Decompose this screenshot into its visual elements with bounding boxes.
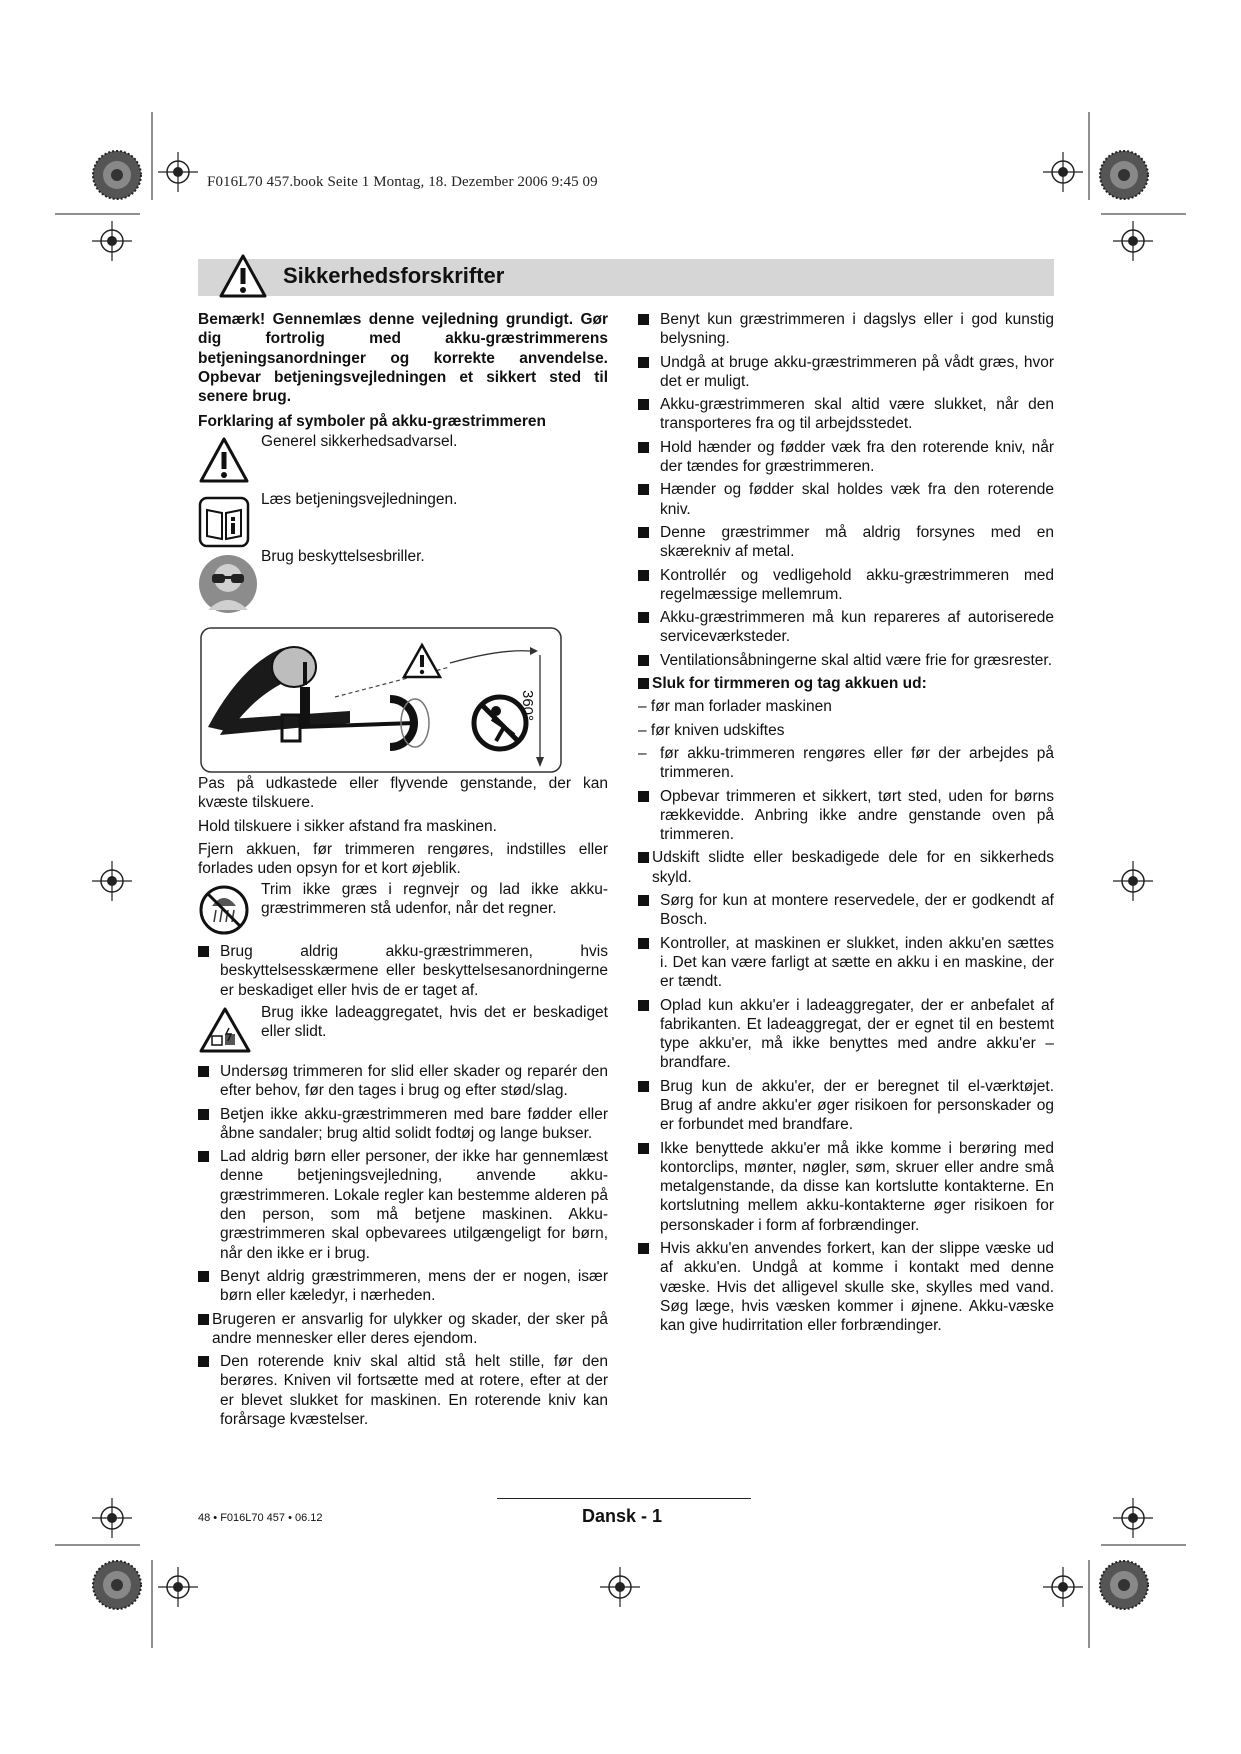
dash-replace-blade: – før kniven udskiftes — [638, 721, 785, 739]
trimmer-distance-diagram — [200, 627, 562, 773]
dash-cleaning-text: før akku-trimmeren rengøres eller før der arbejdes på trimmeren. — [660, 744, 1054, 782]
bullet-hands-away: Hænder og fødder skal holdes væk fra den roterende kniv. — [638, 480, 1054, 519]
no-rain-icon — [198, 884, 250, 936]
bullet-charge: Oplad kun akku'er i ladeaggregater, der er anbefalet af fabrikanten. Et ladeaggregat, der er egnet til en bestemt type akku'er, må ikke benyttes med andre akku'er – brandfare. — [638, 996, 1054, 1073]
bullet-metal-blade: Denne græstrimmer må aldrig forsynes med en skærekniv af metal. — [638, 523, 1054, 562]
bullet-storage: Opbevar trimmeren et sikkert, tørt sted, uden for børns rækkevidde. Anbring ikke andre genstande oven på trimmeren. — [638, 787, 1054, 845]
safety-glasses-icon — [198, 554, 258, 614]
battery-paragraph: Fjern akkuen, før trimmeren rengøres, indstilles eller forlades uden opsyn for et kort øjeblik. — [198, 840, 608, 878]
bullet-repairs: Akku-græstrimmeren må kun repareres af autoriserede serviceværksteder. — [638, 608, 1054, 647]
bullet-liquid: Hvis akku'en anvendes forkert, kan der slippe væske ud af akku'en. Undgå at komme i kontakt med denne væske. Hvis det alligevel skulle ske, skylles med vand. Søg læge, hvis væsken kommer i øjnene. Akku-væske kan give hudirritation eller forbrændinger. — [638, 1239, 1054, 1335]
right-column — [638, 310, 1054, 1340]
bullet-protection: Brug aldrig akku-græstrimmeren, hvis beskyttelsesskærmene eller beskyttelsesanordningerne er beskadiget eller hvis de er taget af. — [198, 942, 608, 1000]
warning-triangle-icon — [218, 253, 268, 299]
bullet-children: Lad aldrig børn eller personer, der ikke har gennemlæst denne betjeningsvejledning, anvende akku-græstrimmeren. Lokale regler kan bestemme alderen på den person, som må betjene maskinen. Akku-græstrimmeren skal opbevarees utilgængeligt for børn, når den ikke er i brug. — [198, 1147, 608, 1263]
bullet-bosch-parts: Sørg for kun at montere reservedele, der er godkendt af Bosch. — [638, 891, 1054, 930]
dash-mark: – — [638, 744, 647, 762]
bullet-hands-start: Hold hænder og fødder væk fra den roterende kniv, når der tændes for græstrimmeren. — [638, 438, 1054, 477]
page-title: Sikkerhedsforskrifter — [283, 263, 505, 288]
bullet-rotating-blade: Den roterende kniv skal altid stå helt stille, før den berøres. Kniven vil fortsætte med at rotere, efter at der er blevet slukket for maskinen. En roterende kniv kan forårsage kvæstelser. — [198, 1352, 608, 1429]
angle-label: 360° — [519, 690, 536, 722]
bullet-footwear: Betjen ikke akku-græstrimmeren med bare fødder eller åbne sandaler; brug altid solidt fodtøj og lange bukser. — [198, 1105, 608, 1144]
manual-book-icon — [198, 496, 250, 548]
symbols-heading: Forklaring af symboler på akku-græstrimmeren — [198, 413, 547, 431]
bullet-ventilation: Ventilationsåbningerne skal altid være frie for græsrester. — [638, 651, 1054, 670]
bullet-daylight: Benyt kun græstrimmeren i dagslys eller i god kunstig belysning. — [638, 310, 1054, 349]
objects-paragraph: Pas på udkastede eller flyvende genstande, der kan kvæste tilskuere. — [198, 775, 608, 812]
rain-text-block — [261, 880, 608, 923]
general-warning-icon — [198, 436, 250, 484]
footer-rule — [497, 1498, 751, 1499]
dash-leave-machine: – før man forlader maskinen — [638, 698, 832, 716]
book-header: F016L70 457.book Seite 1 Montag, 18. Dezember 2006 9:45 09 — [207, 174, 598, 190]
bullet-replace-parts: Udskift slidte eller beskadigede dele for en sikkerheds skyld. — [638, 848, 1054, 887]
bullet-responsibility: Brugeren er ansvarlig for ulykker og skader, der sker på andre mennesker eller deres ejendom. — [198, 1310, 608, 1349]
charger-text-block — [261, 1003, 608, 1046]
bullet-batteries: Brug kun de akku'er, der er beregnet til el-værktøjet. Brug af andre akku'er øger risikoen for personskader og er forbundet med brandfare. — [638, 1077, 1054, 1135]
symbol-manual-label: Læs betjeningsvejledningen. — [261, 491, 458, 508]
bullet-switched-off: Kontroller, at maskinen er slukket, inden akku'en sættes i. Det kan være farligt at sætte en akku i en maskine, der er tændt. — [638, 934, 1054, 992]
bullet-wet-grass: Undgå at bruge akku-græstrimmeren på vådt græs, hvor det er muligt. — [638, 353, 1054, 392]
bullet-switch-off: Sluk for tirmmeren og tag akkuen ud: — [638, 674, 1054, 693]
left-intro-block — [198, 310, 608, 436]
bullet-short-circuit: Ikke benyttede akku'er må ikke komme i berøring med kontorclips, mønter, nøgler, søm, skruer eller andre små metalgenstande, da disse kan kortslutte kontakterne. En kortslutning mellem akku-kontakterne øger risikoen for personskader i form af forbrændinger. — [638, 1139, 1054, 1235]
bullet-transport: Akku-græstrimmeren skal altid være slukket, når den transporteres fra og til arbejdsstedet. — [638, 395, 1054, 434]
rain-paragraph: Trim ikke græs i regnvejr og lad ikke akku-græstrimmeren stå udenfor, når det regner. — [261, 881, 608, 918]
damaged-charger-icon — [198, 1006, 252, 1054]
page-number: Dansk - 1 — [582, 1506, 663, 1526]
symbol-warning-label: Generel sikkerhedsadvarsel. — [261, 433, 458, 450]
left-bullet-b1 — [198, 942, 608, 1004]
footer-code: 48 • F016L70 457 • 06.12 — [198, 1512, 323, 1524]
intro-paragraph: Bemærk! Gennemlæs denne vejledning grundigt. Gør dig fortrolig med akku-græstrimmerens betjeningsanordninger og korrekte anvendelse. Opbevar betjeningsvejledningen et sikkert sted til senere brug. — [198, 311, 608, 406]
symbol-glasses-label: Brug beskyttelsesbriller. — [261, 548, 425, 565]
bullet-pets: Benyt aldrig græstrimmeren, mens der er nogen, især børn eller kæledyr, i nærheden. — [198, 1267, 608, 1306]
left-bullets — [198, 1062, 608, 1433]
bullet-maintenance: Kontrollér og vedligehold akku-græstrimmeren med regelmæssige mellemrum. — [638, 566, 1054, 605]
dash-cleaning — [638, 744, 1054, 783]
bullet-inspect: Undersøg trimmeren for slid eller skader og reparér den efter behov, før den tages i brug og efter stød/slag. — [198, 1062, 608, 1101]
distance-paragraph: Hold tilskuere i sikker afstand fra maskinen. — [198, 817, 497, 835]
left-middle-block — [198, 774, 608, 882]
charger-paragraph: Brug ikke ladeaggregatet, hvis det er beskadiget eller slidt. — [261, 1004, 608, 1041]
